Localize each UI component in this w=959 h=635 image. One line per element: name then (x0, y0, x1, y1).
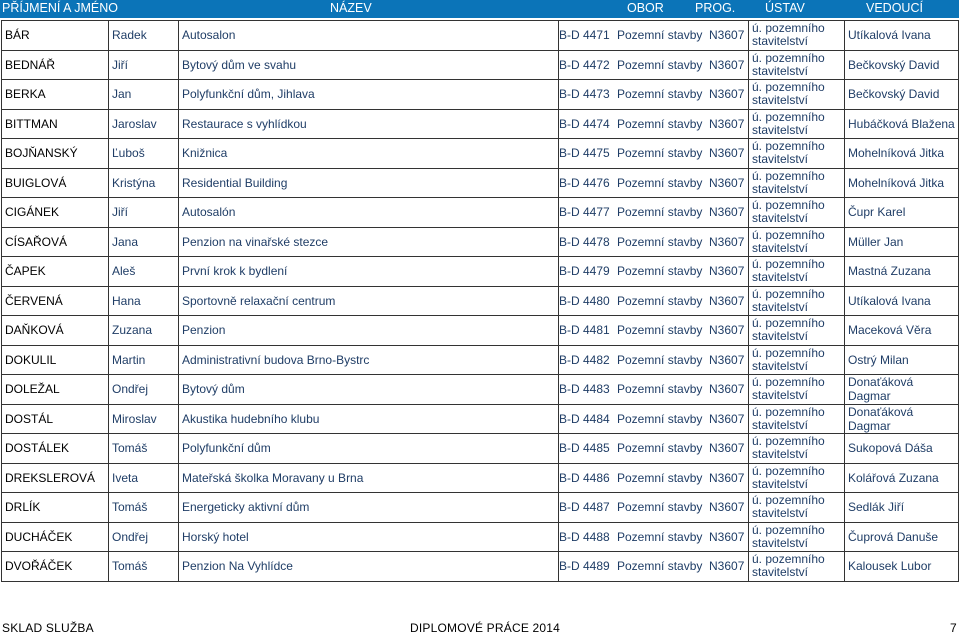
cell-prog: N3607 (709, 175, 745, 190)
page-number: 7 (950, 621, 957, 635)
cell-prog: N3607 (709, 559, 745, 574)
cell-surname: CIGÁNEK (2, 198, 109, 228)
cell-title: Polyfunkční dům (179, 434, 559, 464)
cell-supervisor: Sedlák Jiří (845, 493, 959, 523)
cell-field: Pozemní stavby (617, 234, 703, 249)
cell-prog: N3607 (709, 264, 745, 279)
thesis-table-body (2, 21, 959, 582)
cell-code: B-D 4481 (559, 323, 610, 338)
cell-first-name: Miroslav (109, 404, 179, 434)
cell-prog: N3607 (709, 382, 745, 397)
table-row (2, 286, 959, 316)
column-header-bar (0, 0, 959, 18)
table-row (2, 552, 959, 582)
table-row (2, 434, 959, 464)
cell-surname: BITTMAN (2, 109, 109, 139)
cell-surname: DAŇKOVÁ (2, 316, 109, 346)
cell-surname: ČAPEK (2, 257, 109, 287)
cell-prog: N3607 (709, 323, 745, 338)
header-name: PŘÍJMENÍ A JMÉNO (2, 1, 118, 15)
cell-first-name: Hana (109, 286, 179, 316)
cell-field: Pozemní stavby (617, 559, 703, 574)
cell-field: Pozemní stavby (617, 175, 703, 190)
cell-surname: CÍSAŘOVÁ (2, 227, 109, 257)
cell-code: B-D 4487 (559, 500, 610, 515)
cell-code-field-program (559, 50, 749, 80)
cell-supervisor: Utíkalová Ivana (845, 286, 959, 316)
cell-title: První krok k bydlení (179, 257, 559, 287)
cell-first-name: Tomáš (109, 434, 179, 464)
table-row (2, 463, 959, 493)
cell-code-field-program (559, 493, 749, 523)
cell-surname: DOSTÁL (2, 404, 109, 434)
cell-first-name: Zuzana (109, 316, 179, 346)
cell-title: Autosalón (179, 198, 559, 228)
cell-field: Pozemní stavby (617, 382, 703, 397)
cell-field: Pozemní stavby (617, 352, 703, 367)
cell-prog: N3607 (709, 28, 745, 43)
header-institute: ÚSTAV (765, 1, 805, 15)
cell-code-field-program (559, 80, 749, 110)
cell-surname: ČERVENÁ (2, 286, 109, 316)
cell-supervisor: Kolářová Zuzana (845, 463, 959, 493)
cell-institute: ú. pozemního stavitelství (749, 375, 845, 405)
cell-surname: BUIGLOVÁ (2, 168, 109, 198)
cell-surname: DUCHÁČEK (2, 522, 109, 552)
cell-prog: N3607 (709, 352, 745, 367)
cell-institute: ú. pozemního stavitelství (749, 493, 845, 523)
cell-supervisor: Donaťáková Dagmar (845, 404, 959, 434)
table-row (2, 375, 959, 405)
cell-supervisor: Sukopová Dáša (845, 434, 959, 464)
cell-prog: N3607 (709, 500, 745, 515)
header-supervisor: VEDOUCÍ (866, 1, 923, 15)
cell-institute: ú. pozemního stavitelství (749, 80, 845, 110)
footer-left: SKLAD SLUŽBA (2, 621, 94, 635)
cell-institute: ú. pozemního stavitelství (749, 257, 845, 287)
cell-code: B-D 4475 (559, 146, 610, 161)
cell-code: B-D 4480 (559, 293, 610, 308)
cell-supervisor: Maceková Věra (845, 316, 959, 346)
cell-code-field-program (559, 375, 749, 405)
cell-code-field-program (559, 21, 749, 51)
cell-supervisor: Hubáčková Blažena (845, 109, 959, 139)
table-row (2, 493, 959, 523)
cell-code-field-program (559, 257, 749, 287)
cell-surname: BÁR (2, 21, 109, 51)
cell-code: B-D 4474 (559, 116, 610, 131)
table-row (2, 109, 959, 139)
cell-institute: ú. pozemního stavitelství (749, 522, 845, 552)
cell-field: Pozemní stavby (617, 57, 703, 72)
cell-title: Penzion (179, 316, 559, 346)
cell-code-field-program (559, 404, 749, 434)
cell-field: Pozemní stavby (617, 146, 703, 161)
table-row (2, 345, 959, 375)
table-row (2, 21, 959, 51)
cell-surname: DREKSLEROVÁ (2, 463, 109, 493)
cell-code: B-D 4483 (559, 382, 610, 397)
cell-supervisor: Bečkovský David (845, 80, 959, 110)
cell-institute: ú. pozemního stavitelství (749, 227, 845, 257)
cell-surname: BOJŇANSKÝ (2, 139, 109, 169)
cell-surname: DVOŘÁČEK (2, 552, 109, 582)
cell-title: Restaurace s vyhlídkou (179, 109, 559, 139)
table-row (2, 404, 959, 434)
cell-institute: ú. pozemního stavitelství (749, 168, 845, 198)
cell-field: Pozemní stavby (617, 87, 703, 102)
table-row (2, 316, 959, 346)
thesis-table (1, 20, 959, 582)
cell-title: Knižnica (179, 139, 559, 169)
cell-title: Bytový dům ve svahu (179, 50, 559, 80)
cell-field: Pozemní stavby (617, 323, 703, 338)
cell-institute: ú. pozemního stavitelství (749, 345, 845, 375)
cell-supervisor: Utíkalová Ivana (845, 21, 959, 51)
cell-code: B-D 4489 (559, 559, 610, 574)
cell-institute: ú. pozemního stavitelství (749, 21, 845, 51)
table-row (2, 198, 959, 228)
cell-field: Pozemní stavby (617, 411, 703, 426)
cell-supervisor: Mohelníková Jitka (845, 139, 959, 169)
cell-supervisor: Kalousek Lubor (845, 552, 959, 582)
cell-code-field-program (559, 434, 749, 464)
cell-institute: ú. pozemního stavitelství (749, 139, 845, 169)
cell-title: Sportovně relaxační centrum (179, 286, 559, 316)
cell-supervisor: Čuprová Danuše (845, 522, 959, 552)
cell-prog: N3607 (709, 146, 745, 161)
cell-title: Polyfunkční dům, Jihlava (179, 80, 559, 110)
cell-title: Penzion na vinařské stezce (179, 227, 559, 257)
cell-code: B-D 4485 (559, 441, 610, 456)
cell-code-field-program (559, 552, 749, 582)
cell-field: Pozemní stavby (617, 500, 703, 515)
cell-field: Pozemní stavby (617, 116, 703, 131)
cell-code-field-program (559, 109, 749, 139)
cell-first-name: Jiří (109, 198, 179, 228)
cell-first-name: Jaroslav (109, 109, 179, 139)
cell-code-field-program (559, 286, 749, 316)
cell-code: B-D 4476 (559, 175, 610, 190)
cell-supervisor: Mohelníková Jitka (845, 168, 959, 198)
cell-surname: BERKA (2, 80, 109, 110)
cell-institute: ú. pozemního stavitelství (749, 404, 845, 434)
cell-first-name: Ľuboš (109, 139, 179, 169)
cell-code: B-D 4488 (559, 529, 610, 544)
cell-first-name: Tomáš (109, 493, 179, 523)
table-row (2, 139, 959, 169)
cell-title: Mateřská školka Moravany u Brna (179, 463, 559, 493)
cell-title: Autosalon (179, 21, 559, 51)
cell-title: Akustika hudebního klubu (179, 404, 559, 434)
cell-field: Pozemní stavby (617, 529, 703, 544)
table-row (2, 227, 959, 257)
cell-institute: ú. pozemního stavitelství (749, 463, 845, 493)
cell-first-name: Tomáš (109, 552, 179, 582)
cell-code: B-D 4482 (559, 352, 610, 367)
cell-institute: ú. pozemního stavitelství (749, 552, 845, 582)
cell-code-field-program (559, 316, 749, 346)
cell-first-name: Ondřej (109, 522, 179, 552)
cell-surname: DOSTÁLEK (2, 434, 109, 464)
cell-code-field-program (559, 198, 749, 228)
cell-first-name: Jiří (109, 50, 179, 80)
cell-prog: N3607 (709, 529, 745, 544)
cell-code: B-D 4473 (559, 87, 610, 102)
footer-center: DIPLOMOVÉ PRÁCE 2014 (410, 621, 561, 635)
cell-first-name: Kristýna (109, 168, 179, 198)
cell-prog: N3607 (709, 87, 745, 102)
cell-institute: ú. pozemního stavitelství (749, 286, 845, 316)
table-row (2, 522, 959, 552)
cell-first-name: Aleš (109, 257, 179, 287)
cell-field: Pozemní stavby (617, 205, 703, 220)
cell-code-field-program (559, 522, 749, 552)
cell-code: B-D 4471 (559, 28, 610, 43)
cell-prog: N3607 (709, 411, 745, 426)
cell-prog: N3607 (709, 293, 745, 308)
cell-surname: DRLÍK (2, 493, 109, 523)
cell-title: Horský hotel (179, 522, 559, 552)
cell-institute: ú. pozemního stavitelství (749, 434, 845, 464)
table-row (2, 80, 959, 110)
cell-first-name: Jan (109, 80, 179, 110)
cell-prog: N3607 (709, 441, 745, 456)
cell-field: Pozemní stavby (617, 28, 703, 43)
cell-first-name: Ondřej (109, 375, 179, 405)
cell-code: B-D 4472 (559, 57, 610, 72)
cell-code: B-D 4477 (559, 205, 610, 220)
cell-institute: ú. pozemního stavitelství (749, 316, 845, 346)
cell-code-field-program (559, 345, 749, 375)
cell-supervisor: Čupr Karel (845, 198, 959, 228)
cell-prog: N3607 (709, 57, 745, 72)
table-row (2, 50, 959, 80)
cell-surname: BEDNÁŘ (2, 50, 109, 80)
cell-field: Pozemní stavby (617, 441, 703, 456)
header-program: PROG. (695, 1, 736, 15)
cell-title: Bytový dům (179, 375, 559, 405)
cell-prog: N3607 (709, 234, 745, 249)
cell-code: B-D 4478 (559, 234, 610, 249)
cell-title: Energeticky aktivní dům (179, 493, 559, 523)
cell-institute: ú. pozemního stavitelství (749, 109, 845, 139)
cell-code-field-program (559, 168, 749, 198)
cell-institute: ú. pozemního stavitelství (749, 198, 845, 228)
header-field: OBOR (627, 1, 664, 15)
cell-first-name: Iveta (109, 463, 179, 493)
cell-code-field-program (559, 463, 749, 493)
cell-code: B-D 4479 (559, 264, 610, 279)
cell-title: Residential Building (179, 168, 559, 198)
cell-field: Pozemní stavby (617, 470, 703, 485)
cell-first-name: Radek (109, 21, 179, 51)
cell-supervisor: Müller Jan (845, 227, 959, 257)
cell-code-field-program (559, 227, 749, 257)
cell-code: B-D 4484 (559, 411, 610, 426)
cell-code: B-D 4486 (559, 470, 610, 485)
table-row (2, 257, 959, 287)
cell-code-field-program (559, 139, 749, 169)
cell-title: Penzion Na Vyhlídce (179, 552, 559, 582)
cell-supervisor: Ostrý Milan (845, 345, 959, 375)
cell-supervisor: Donaťáková Dagmar (845, 375, 959, 405)
cell-field: Pozemní stavby (617, 293, 703, 308)
cell-first-name: Martin (109, 345, 179, 375)
cell-field: Pozemní stavby (617, 264, 703, 279)
cell-prog: N3607 (709, 205, 745, 220)
cell-institute: ú. pozemního stavitelství (749, 50, 845, 80)
cell-prog: N3607 (709, 470, 745, 485)
cell-supervisor: Mastná Zuzana (845, 257, 959, 287)
cell-supervisor: Bečkovský David (845, 50, 959, 80)
table-row (2, 168, 959, 198)
cell-surname: DOKULIL (2, 345, 109, 375)
cell-title: Administrativní budova Brno-Bystrc (179, 345, 559, 375)
cell-prog: N3607 (709, 116, 745, 131)
cell-first-name: Jana (109, 227, 179, 257)
cell-surname: DOLEŽAL (2, 375, 109, 405)
header-title: NÁZEV (330, 1, 372, 15)
